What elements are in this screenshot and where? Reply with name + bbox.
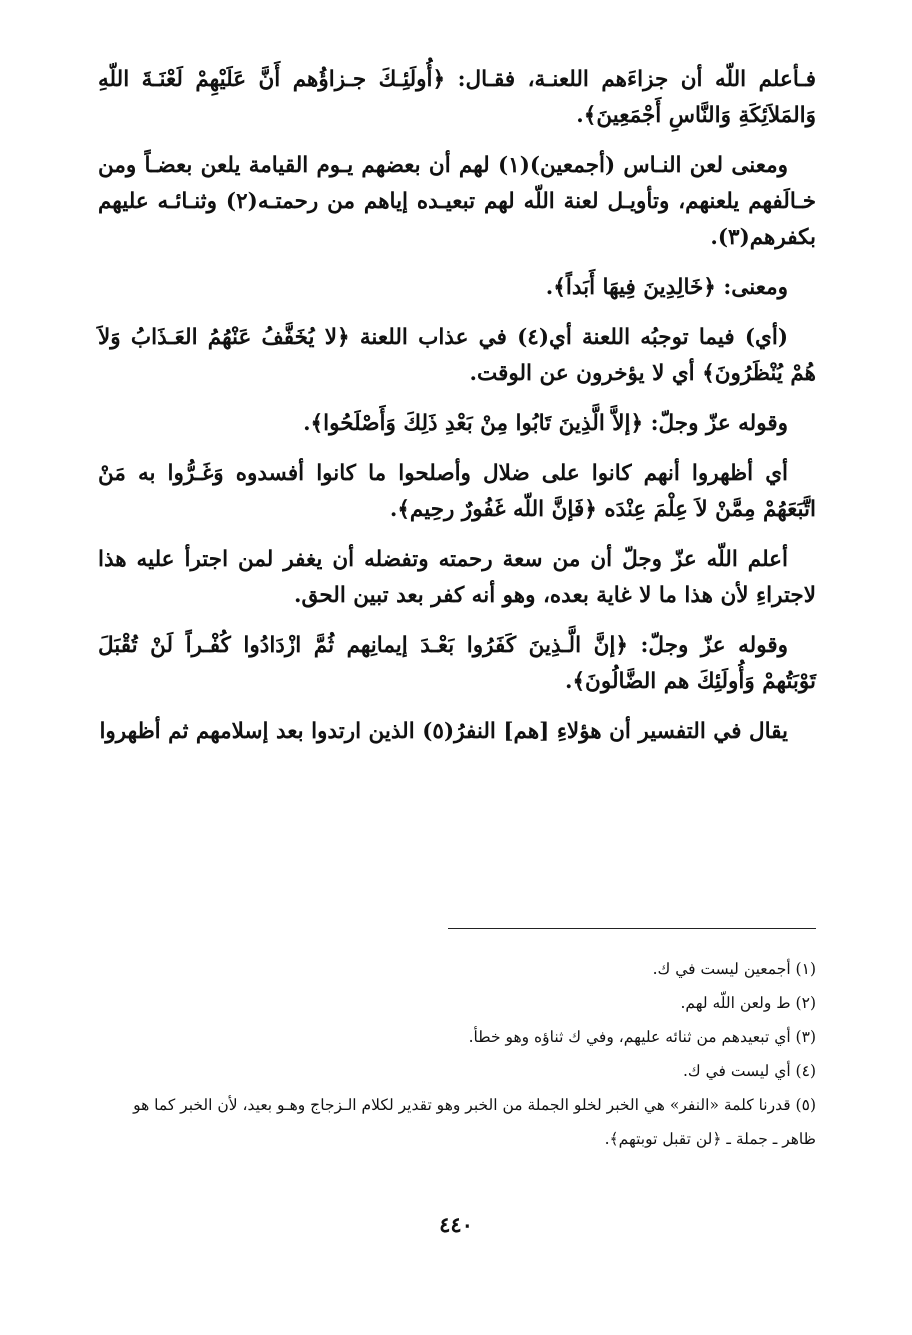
- paragraph-9: يقال في التفسير أن هؤلاءِ [هم] النفرُ(٥) الذين ارتدوا بعد إسلامهم ثم أظهروا: [99, 719, 788, 744]
- paragraph-4: (أي) فيما توجبُه اللعنة أي(٤) في عذاب اللعنة ﴿لا يُخَفَّفُ عَنْهُمُ العَـذَابُ وَلاَ هُمْ يُنْظَرُونَ﴾ أي لا يؤخرون عن الوقت.: [98, 325, 816, 386]
- footnote-3: (٣) أي تبعيدهم من ثنائه عليهم، وفي ك ثناؤه وهو خطأ.: [468, 1028, 816, 1046]
- paragraph-5: وقوله عزّ وجلّ: ﴿إلاَّ الَّذِينَ تَابُوا مِنْ بَعْدِ ذَلِكَ وَأَصْلَحُوا﴾.: [303, 411, 788, 436]
- footnote-5: (٥) قدرنا كلمة «النفر» هي الخبر لخلو الجملة من الخبر وهو تقدير لكلام الـزجاج وهـو بعيد، لأن الخبر كما هو ظاهر ـ جملة ـ ﴿لن تقبل توبتهم﴾.: [133, 1096, 816, 1148]
- paragraph-3: ومعنى: ﴿خَالِدِينَ فِيهَا أَبَداً﴾.: [545, 275, 788, 300]
- paragraph-2: ومعنى لعن النـاس (أجمعين)(١) لهم أن بعضهم يـوم القيامة يلعن بعضـاً ومن خـالَفهم يلعنهم، وتأويـل لعنة اللّه لهم تبعيـده إياهم من رحمتـه(٢) وثنـائـه عليهم بكفرهم(٣).: [98, 153, 816, 250]
- footnote-2: (٢) ط ولعن اللّه لهم.: [680, 994, 816, 1012]
- footnote-4: (٤) أي ليست في ك.: [682, 1062, 816, 1080]
- page-number: ٤٤٠: [439, 1212, 473, 1237]
- paragraph-8: وقوله عزّ وجلّ: ﴿إنَّ الَّـذِينَ كَفَرُوا بَعْـدَ إيمانِهم ثُمَّ ازْدَادُوا كُفْـراً لَنْ تُقْبَلَ تَوْبَتُهمْ وَأُولَئِكَ هم الضَّالُونَ﴾.: [98, 633, 816, 694]
- paragraph-6: أي أظهروا أنهم كانوا على ضلال وأصلحوا ما كانوا أفسدوه وَغَـرُّوا به مَنْ اتَّبَعَهُمْ مِمَّنْ لاَ عِلْمَ عِنْدَه ﴿فَإنَّ اللّه غَفُورٌ رحِيم﴾.: [98, 461, 816, 522]
- footnote-1: (١) أجمعين ليست في ك.: [652, 960, 816, 978]
- main-text: [98, 62, 816, 764]
- footnotes: [98, 952, 816, 1156]
- paragraph-7: أعلم اللّه عزّ وجلّ أن من سعة رحمته وتفضله أن يغفر لمن اجترأ عليه هذا لاجتراءِ لأن هذا ما لا غاية بعده، وهو أنه كفر بعد تبين الحق.: [98, 547, 816, 608]
- footnote-divider: [448, 928, 816, 929]
- paragraph-1: فـأعلم اللّه أن جزاءَهم اللعنـة، فقـال: ﴿أُولَئِـكَ جـزاؤُهم أَنَّ عَلَيْهِمْ لَعْنَـةَ اللّهِ وَالمَلاَئِكَةِ وَالنَّاسِ أَجْمَعِينَ﴾.: [98, 67, 816, 128]
